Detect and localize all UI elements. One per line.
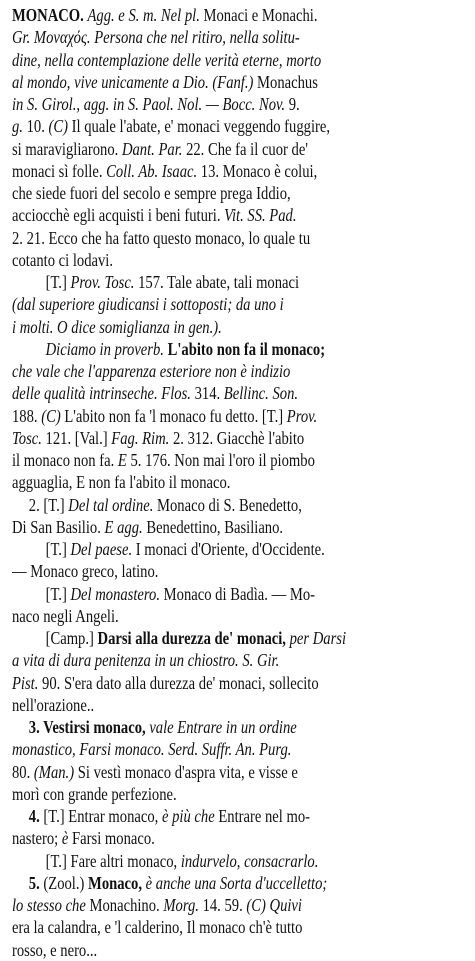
text-run: 121. [Val.] — [45, 427, 112, 448]
text-run: 80. — [12, 761, 34, 782]
italic-text: (dal superiore giudicansi i sottoposti; da uno i — [12, 294, 284, 315]
text-run: 90. S'era dato alla durezza de' monaci, sollecito — [42, 672, 319, 693]
text-run: Entrare nel mo- — [218, 806, 311, 826]
italic-text: lo stesso che — [12, 895, 90, 915]
italic-text: al mondo, vive unicamente a Dio. (Fanf.) — [12, 71, 258, 92]
text-run: Il quale l'abate, e' monaci veggendo fuggire, — [71, 116, 331, 137]
text-run: — Monaco greco, latino. — [12, 561, 159, 582]
entry-line — [12, 26, 466, 48]
bold-text: Monaco, — [88, 872, 146, 893]
entry-line — [12, 138, 466, 160]
entry-line — [12, 449, 466, 471]
entry-line — [12, 360, 466, 382]
entry-line — [12, 939, 466, 961]
text-run: Di San Basilio. — [12, 516, 105, 537]
italic-text: Fag. Rim. — [111, 427, 173, 448]
text-run: [T.] Fare altri monaco, — [45, 850, 181, 871]
italic-text: Prov. — [286, 405, 318, 426]
text-run: 2. 312. Giacchè l'abito — [172, 427, 305, 448]
entry-line — [12, 916, 466, 938]
bold-text: 5. — [28, 872, 44, 893]
entry-line — [12, 93, 466, 115]
text-run: Monaco di Badìa. — Mo- — [163, 583, 315, 604]
italic-text: i molti. O dice somiglianza in gen.). — [12, 316, 222, 337]
entry-line — [12, 605, 466, 627]
entry-line — [12, 583, 475, 605]
entry-line — [12, 516, 466, 538]
entry-line — [12, 405, 466, 427]
text-run: era la calandra, e 'l calderino, Il monaco ch'è tutto — [12, 917, 303, 938]
text-run: [T.] — [45, 272, 71, 292]
text-run: cotanto ci lodavi. — [12, 249, 114, 270]
entry-line — [12, 872, 475, 894]
text-run: (Zool.) — [43, 872, 89, 893]
text-run: 2. [T.] — [28, 494, 69, 515]
text-run: 314. — [194, 383, 224, 404]
entry-line — [12, 249, 466, 271]
text-run: 2. 21. Ecco che ha fatto questo monaco, lo quale tu — [12, 227, 311, 248]
entry-line — [12, 627, 475, 649]
entry-line — [12, 761, 466, 783]
text-run: 188. — [12, 405, 42, 426]
entry-line — [12, 805, 475, 827]
italic-text: Tosc. — [12, 427, 46, 448]
entry-line — [12, 716, 475, 738]
bold-text: MONACO. — [12, 5, 88, 25]
text-run: L'abito non fa 'l monaco fu detto. [T.] — [64, 405, 287, 426]
italic-text: vale Entrare in un ordine — [149, 717, 297, 737]
text-run: nastero; — [12, 828, 62, 849]
italic-text: Agg. e S. m. Nel pl. — [87, 5, 204, 25]
entry-line — [12, 115, 466, 137]
text-run: 5. 176. Non mai l'oro il piombo — [130, 450, 315, 470]
italic-text: Bellinc. Son. — [223, 383, 299, 404]
entry-line — [12, 338, 475, 360]
text-run: 22. Che fa il cuor de' — [186, 138, 308, 159]
text-run: Monaco di S. Benedetto, — [157, 494, 302, 515]
text-run: che siede fuori del secolo e sempre prega Iddio, — [12, 183, 291, 203]
text-run: Si vestì monaco d'aspra vita, e visse e — [77, 761, 298, 782]
italic-text: Prov. Tosc. — [70, 272, 139, 292]
text-run: agguaglia, E non fa l'abito il monaco. — [12, 472, 231, 493]
italic-text: (C) — [41, 405, 65, 426]
italic-text: E agg. — [104, 516, 147, 537]
text-run: I monaci d'Oriente, d'Occidente. — [135, 539, 325, 559]
italic-text: Del paese. — [70, 539, 136, 559]
italic-text: monastico, Farsi monaco. Serd. Suffr. An. Purg. — [12, 739, 292, 760]
text-run: Farsi monaco. — [72, 828, 155, 849]
italic-text: è anche una Sorta d'uccelletto; — [145, 872, 328, 893]
bold-text: 3. Vestirsi monaco, — [28, 717, 150, 737]
italic-text: dine, nella contemplazione delle verità eterne, morto — [12, 49, 322, 70]
text-run: Monachino. — [89, 895, 164, 915]
bold-text: L'abito non fa il monaco; — [167, 338, 326, 359]
italic-text: (C) — [48, 116, 72, 137]
italic-text: indurvelo, consacrarlo. — [180, 850, 319, 871]
text-run: 13. Monaco è colui, — [200, 160, 318, 181]
entry-line — [12, 494, 475, 516]
entry-line — [12, 160, 466, 182]
entry-line — [12, 694, 466, 716]
italic-text: Vit. SS. Pad. — [224, 205, 297, 226]
text-run: morì con grande perfezione. — [12, 783, 177, 804]
entry-line — [12, 293, 466, 315]
italic-text: Del tal ordine. — [68, 494, 158, 515]
italic-text: Del monastero. — [70, 583, 164, 604]
entry-line — [12, 204, 466, 226]
italic-text: Diciamo in proverb. — [45, 338, 168, 359]
text-run: il monaco non fa. — [12, 450, 118, 470]
text-run: naco negli Angeli. — [12, 605, 119, 626]
text-run: nell'orazione.. — [12, 694, 95, 715]
entry-line — [12, 471, 466, 493]
italic-text: E — [117, 450, 131, 470]
entry-line — [12, 4, 466, 26]
text-run: [T.] — [45, 539, 71, 559]
entry-line — [12, 182, 466, 204]
text-run: acciocchè egli acquisti i beni futuri. — [12, 205, 225, 226]
italic-text: (C) Quivi — [246, 895, 302, 915]
entry-line — [12, 850, 475, 872]
entry-line — [12, 672, 466, 694]
italic-text: per Darsi — [289, 628, 347, 648]
text-run: Benedettino, Basiliano. — [146, 516, 284, 537]
italic-text: è — [61, 828, 73, 849]
text-run: [T.] — [45, 583, 71, 604]
italic-text: Dant. Par. — [121, 138, 187, 159]
text-run: 14. 59. — [202, 895, 247, 915]
italic-text: Gr. Μοναχός. Persona che nel ritiro, nella solitu- — [12, 27, 300, 48]
text-run: 9. — [288, 94, 300, 114]
italic-text: in S. Girol., agg. in S. Paol. Nol. — Bocc. Nov. — [12, 94, 289, 114]
text-run: [T.] Entrar monaco, — [43, 806, 162, 826]
entry-line — [12, 827, 466, 849]
italic-text: (Man.) — [33, 761, 78, 782]
italic-text: che vale che l'apparenza esteriore non è indizio — [12, 361, 291, 381]
entry-line — [12, 49, 466, 71]
text-run: [Camp.] — [45, 628, 98, 648]
entry-line — [12, 227, 466, 249]
entry-line — [12, 316, 466, 338]
text-run: si maravigliarono. — [12, 138, 122, 159]
entry-line — [12, 71, 466, 93]
bold-text: 4. — [28, 806, 44, 826]
italic-text: Morg. — [163, 895, 203, 915]
text-run: rosso, e nero... — [12, 939, 98, 960]
entry-line — [12, 783, 466, 805]
text-run: 10. — [26, 116, 49, 137]
text-run: 157. Tale abate, tali monaci — [138, 272, 300, 292]
entry-line — [12, 649, 466, 671]
entry-line — [12, 894, 466, 916]
text-run: monaci sì folle. — [12, 160, 107, 181]
entry-line — [12, 382, 466, 404]
italic-text: g. — [12, 116, 27, 137]
entry-line — [12, 538, 475, 560]
entry-line — [12, 427, 466, 449]
entry-line — [12, 738, 466, 760]
italic-text: Coll. Ab. Isaac. — [106, 160, 201, 181]
text-run: Monachus — [257, 71, 318, 92]
text-run: Monaci e Monachi. — [203, 5, 318, 25]
entry-line — [12, 271, 475, 293]
italic-text: a vita di dura penitenza in un chiostro. S. Gir. — [12, 650, 280, 671]
bold-text: Darsi alla durezza de' monaci, — [97, 628, 290, 648]
italic-text: è più che — [161, 806, 219, 826]
italic-text: Pist. — [12, 672, 43, 693]
italic-text: delle qualità intrinseche. Flos. — [12, 383, 195, 404]
entry-line — [12, 560, 466, 582]
